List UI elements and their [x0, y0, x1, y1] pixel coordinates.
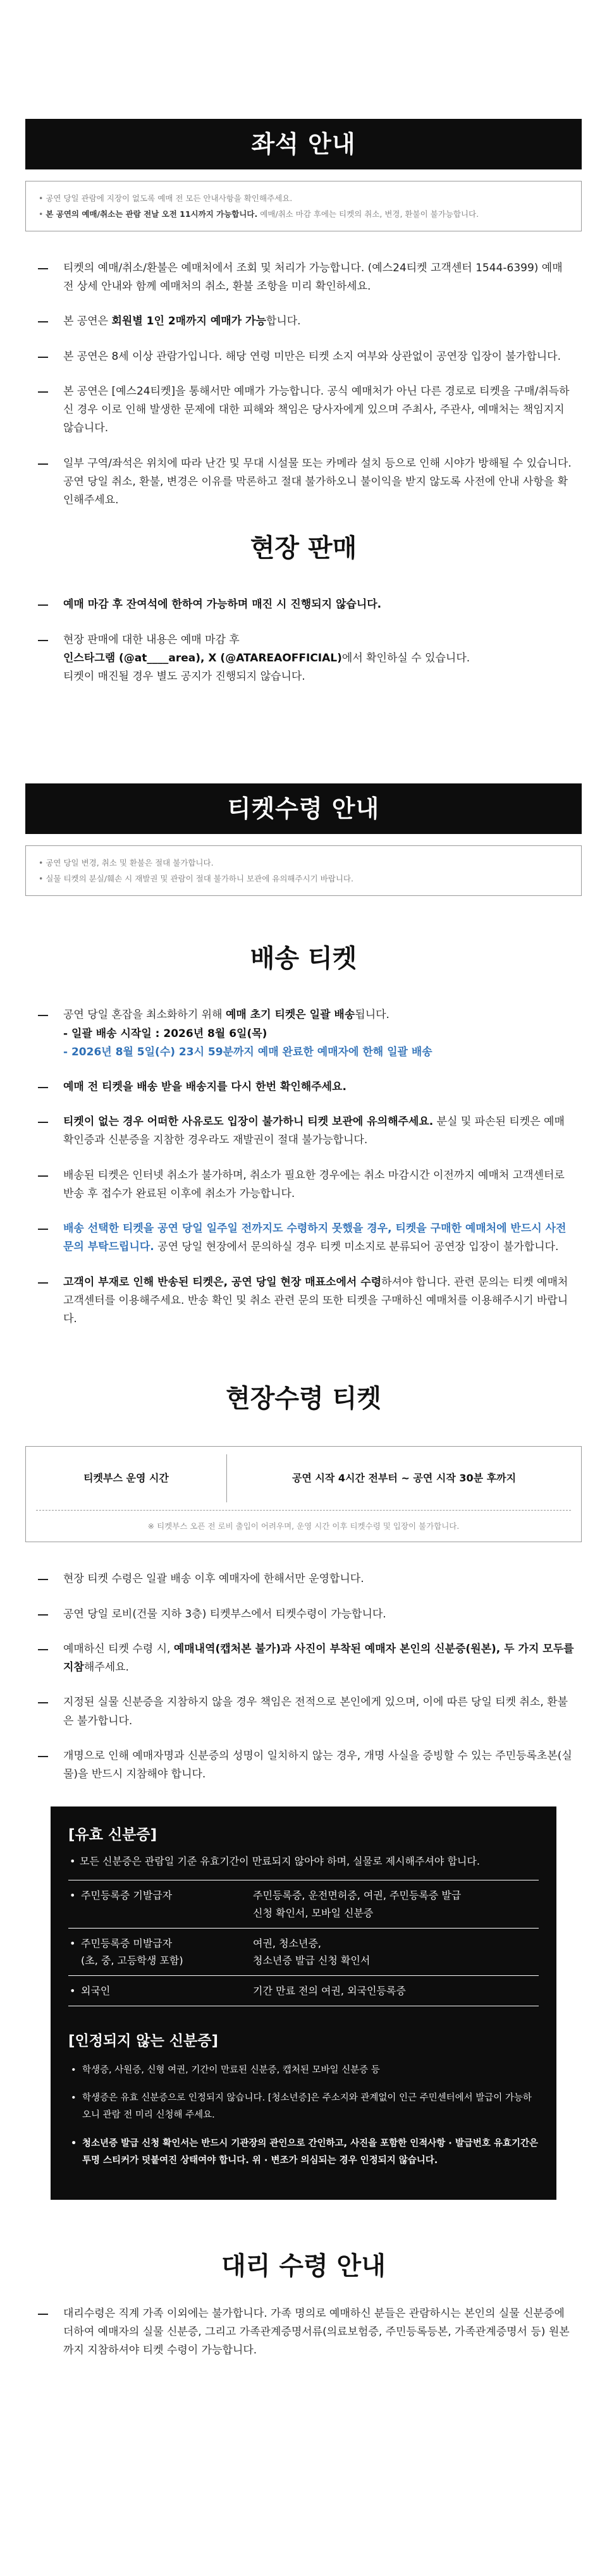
onsite-sale-title: 현장 판매 [250, 534, 357, 563]
proxy-title: 대리 수령 안내 [221, 2251, 386, 2281]
list-item: 공연 당일 혼잡을 최소화하기 위해 예매 초기 티켓은 일괄 배송됩니다. - 일괄 배송 시작일 : 2026년 8월 6일(목) - 2026년 8월 5일(수) 23시 59분까지 예매 완료한 예매자에 한해 일괄 배송 [37, 1006, 575, 1062]
list-item: • 청소년증 발급 신청 확인서는 반드시 기관장의 관인으로 간인하고, 사진을 포함한 인적사항 · 발급번호 유효기간은 투명 스티커가 덧붙여진 상태여야 합니다. 위 · 변조가 의심되는 경우 인정되지 않습니다. [68, 2135, 539, 2169]
list-item: 대리수령은 직계 가족 이외에는 불가합니다. 가족 명의로 예매하신 분들은 관람하시는 본인의 실물 신분증에 더하여 예매자의 실물 신분증, 그리고 가족관계증명서류(의료보험증, 주민등록등본, 가족관계증명서 등) 원본까지 지참하셔야 티켓 수령이 가능합니다. [37, 2305, 575, 2360]
invalid-id-title: [인정되지 않는 신분증] [68, 2033, 219, 2050]
list-item: 본 공연은 [예스24티켓]을 통해서만 예매가 가능합니다. 공식 예매처가 아닌 다른 경로로 티켓을 구매/취득하신 경우 이로 인해 발생한 문제에 대한 피해와 책임은 당사자에게 있으며 주최사, 주관사, 예매처는 책임지지 않습니다. [37, 383, 575, 438]
proxy-list [25, 2305, 582, 2360]
valid-id-lead: • 모든 신분증은 관람일 기준 유효기간이 만료되지 않아야 하며, 실물로 제시해주셔야 합니다. [68, 1853, 539, 1870]
list-item: 배송 선택한 티켓을 공연 당일 일주일 전까지도 수령하지 못했을 경우, 티켓을 구매한 예매처에 반드시 사전 문의 부탁드립니다. 공연 당일 현장에서 문의하실 경우 티켓 미소지로 분류되어 공연장 입장이 불가합니다. [37, 1220, 575, 1256]
seat-list [25, 259, 582, 510]
list-item: 배송된 티켓은 인터넷 취소가 불가하며, 취소가 필요한 경우에는 취소 마감시간 이전까지 예매처 고객센터로 반송 후 접수가 완료된 이후에 취소가 가능합니다. [37, 1167, 575, 1203]
seat-banner: 좌석 안내 [25, 119, 582, 169]
ticket-notice-1: • 공연 당일 변경, 취소 및 환불은 절대 불가합니다. [39, 858, 214, 868]
list-item: 일부 구역/좌석은 위치에 따라 난간 및 무대 시설물 또는 카메라 설치 등으로 인해 시야가 방해될 수 있습니다. 공연 당일 취소, 환불, 변경은 이유를 막론하고 절대 불가하오니 불이익을 받지 않도록 사전에 안내 사항을 확인해주세요. [37, 455, 575, 510]
list-item: 고객이 부재로 인해 반송된 티켓은, 공연 당일 현장 매표소에서 수령하셔야 합니다. 관련 문의는 티켓 예매처 고객센터를 이용해주세요. 반송 확인 및 취소 관련 문의 또한 티켓을 구매하신 예매처를 이용해주시기 바랍니다. [37, 1273, 575, 1329]
onsite-pickup-title: 현장수령 티켓 [226, 1384, 381, 1414]
id-info-box [51, 1806, 556, 2199]
booth-hours-note: ※ 티켓부스 오픈 전 로비 출입이 어려우며, 운영 시간 이후 티켓수령 및 입장이 불가합니다. [36, 1510, 571, 1542]
ticket-notice-box [25, 845, 582, 896]
list-item: 티켓의 예매/취소/환불은 예매처에서 조회 및 처리가 가능합니다. (예스24티켓 고객센터 1544-6399) 예매 전 상세 안내와 함께 예매처의 취소, 환불 조항을 미리 확인하세요. [37, 259, 575, 296]
seat-notice-box [25, 181, 582, 231]
list-item: 본 공연은 8세 이상 관람가입니다. 해당 연령 미만은 티켓 소지 여부와 상관없이 공연장 입장이 불가합니다. [37, 348, 575, 366]
booth-hours-table [25, 1446, 582, 1542]
list-item: 현장 티켓 수령은 일괄 배송 이후 예매자에 한해서만 운영합니다. [37, 1570, 575, 1588]
ticket-banner: 티켓수령 안내 [25, 783, 582, 834]
delivery-list [25, 1006, 582, 1328]
list-item: • 학생증, 사원증, 신형 여권, 기간이 만료된 신분증, 캡처된 모바일 신분증 등 [68, 2062, 539, 2079]
invalid-id-list [68, 2062, 539, 2169]
list-item: 본 공연은 회원별 1인 2매까지 예매가 가능합니다. [37, 312, 575, 331]
ticket-notice-2: • 실물 티켓의 분실/훼손 시 재발권 및 관람이 절대 불가하니 보관에 유의해주시기 바랍니다. [39, 874, 353, 884]
booth-hours-value: 공연 시작 4시간 전부터 ~ 공연 시작 30분 후까지 [291, 1472, 517, 1485]
delivery-title: 배송 티켓 [250, 944, 357, 974]
table-row: • 주민등록증 기발급자 주민등록증, 운전면허증, 여권, 주민등록증 발급 신청 확인서, 모바일 신분증 [68, 1880, 539, 1928]
list-item: 예매 전 티켓을 배송 받을 배송지를 다시 한번 확인해주세요. [37, 1078, 575, 1096]
seat-notice-2: • 본 공연의 예매/취소는 관람 전날 오전 11시까지 가능합니다. 예매/취소 마감 후에는 티켓의 취소, 변경, 환불이 불가능합니다. [39, 209, 479, 219]
list-item: 개명으로 인해 예매자명과 신분증의 성명이 일치하지 않는 경우, 개명 사실을 증빙할 수 있는 주민등록초본(실물)을 반드시 지참해야 합니다. [37, 1747, 575, 1784]
valid-id-table [68, 1880, 539, 2006]
table-row: • 주민등록증 미발급자 (초, 중, 고등학생 포함) 여권, 청소년증, 청소년증 발급 신청 확인서 [68, 1929, 539, 1976]
list-item: 티켓이 없는 경우 어떠한 사유로도 입장이 불가하니 티켓 보관에 유의해주세요. 분실 및 파손된 티켓은 예매 확인증과 신분증을 지참한 경우라도 재발권이 절대 불가능합니다. [37, 1113, 575, 1150]
list-item: • 학생증은 유효 신분증으로 인정되지 않습니다. [청소년증]은 주소지와 관계없이 인근 주민센터에서 발급이 가능하오니 관람 전 미리 신청해 주세요. [68, 2090, 539, 2124]
valid-id-title: [유효 신분증] [68, 1827, 157, 1844]
booth-hours-label: 티켓부스 운영 시간 [26, 1454, 227, 1502]
list-item: 예매하신 티켓 수령 시, 예매내역(캡처본 불가)과 사진이 부착된 예매자 본인의 신분증(원본), 두 가지 모두를 지참해주세요. [37, 1640, 575, 1677]
list-item: 지정된 실물 신분증을 지참하지 않을 경우 책임은 전적으로 본인에게 있으며, 이에 따른 당일 티켓 취소, 환불은 불가합니다. [37, 1693, 575, 1730]
pickup-list [25, 1570, 582, 1784]
list-item: 예매 마감 후 잔여석에 한하여 가능하며 매진 시 진행되지 않습니다. [37, 596, 575, 614]
onsite-sale-list [25, 596, 582, 686]
list-item: 공연 당일 로비(건물 지하 3층) 티켓부스에서 티켓수령이 가능합니다. [37, 1605, 575, 1624]
seat-notice-1: • 공연 당일 관람에 지장이 없도록 예매 전 모든 안내사항을 확인해주세요. [39, 193, 293, 203]
list-item: 현장 판매에 대한 내용은 예매 마감 후 인스타그램 (@at____area), X (@ATAREAOFFICIAL)에서 확인하실 수 있습니다. 티켓이 매진될 경우 별도 공지가 진행되지 않습니다. [37, 631, 575, 687]
table-row: • 외국인 기간 만료 전의 여권, 외국인등록증 [68, 1976, 539, 2006]
